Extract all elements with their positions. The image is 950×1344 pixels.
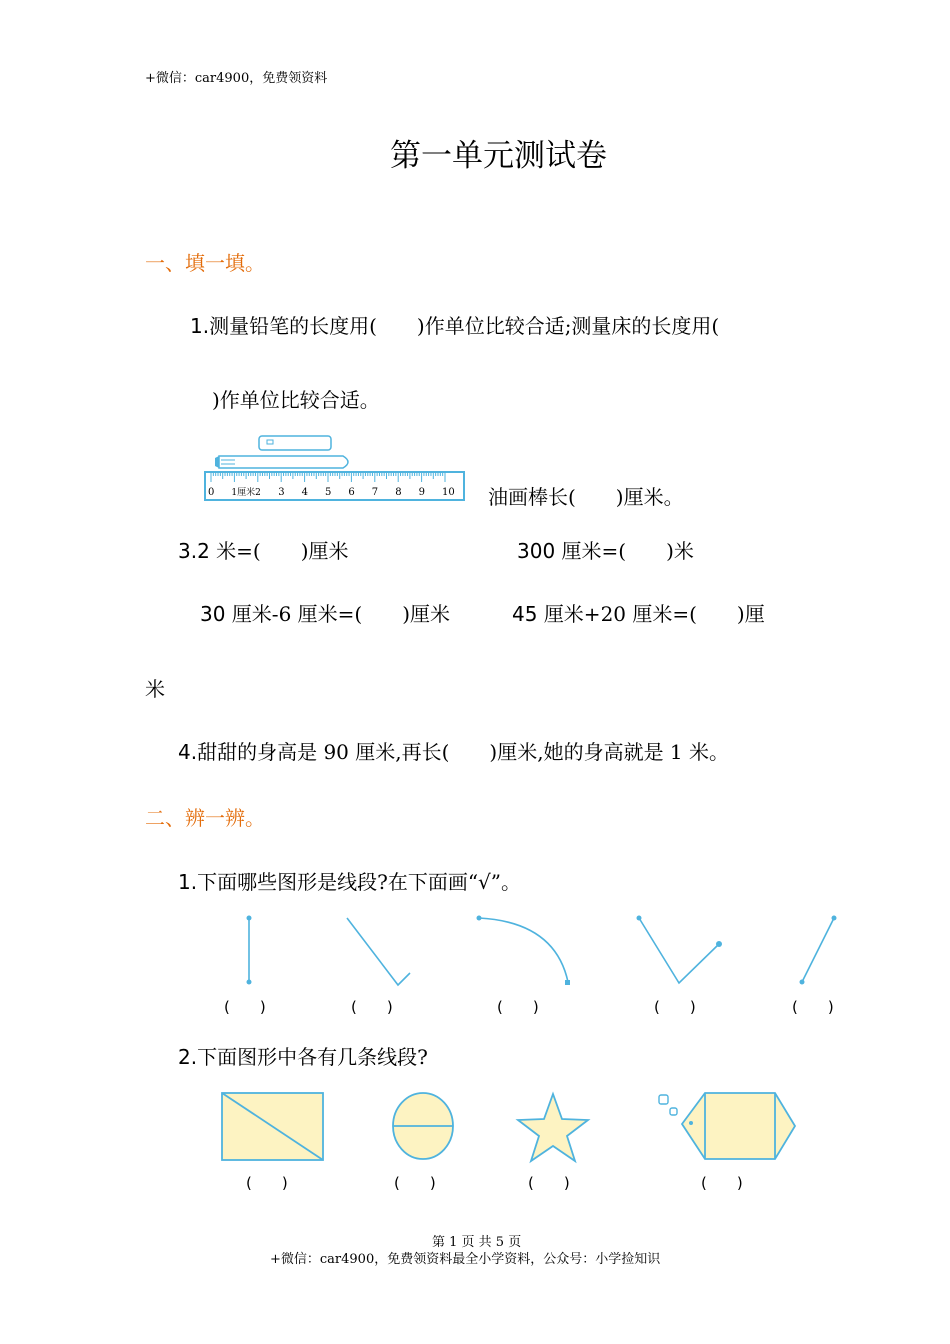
question-number: 1. <box>190 314 210 338</box>
ruler-label: 1厘米2 <box>231 488 261 498</box>
question-1-4: 4.甜甜的身高是 90 厘米,再长( )厘米,她的身高就是 1 米。 <box>178 740 730 764</box>
answer-paren[interactable]: ( ) <box>701 1174 743 1192</box>
answer-paren[interactable]: ( ) <box>246 1174 288 1192</box>
question-2-2: 2.下面图形中各有几条线段? <box>178 1045 428 1069</box>
answer-paren[interactable]: ( ) <box>394 1174 436 1192</box>
answer-paren[interactable]: ( ) <box>654 998 696 1016</box>
ruler-label: 4 <box>301 487 308 498</box>
question-1-3b: 300 厘米=( )米 <box>517 539 694 563</box>
question-2-1: 1.下面哪些图形是线段?在下面画“√”。 <box>178 870 522 894</box>
ruler-label: 10 <box>442 487 455 498</box>
answer-paren[interactable]: ( ) <box>792 998 834 1016</box>
section-2-heading: 二、辨一辨。 <box>145 806 265 830</box>
ruler-label: 0 <box>208 487 215 498</box>
question-1-3a: 3.2 米=( )厘米 <box>178 539 349 563</box>
page-title: 第一单元测试卷 <box>390 138 607 174</box>
question-1-3c: 30 厘米-6 厘米=( )厘米 <box>200 602 451 626</box>
bubble <box>659 1095 668 1104</box>
ruler-label: 3 <box>278 487 285 498</box>
section-1-heading: 一、填一填。 <box>145 251 265 275</box>
answer-paren[interactable]: ( ) <box>528 1174 570 1192</box>
answer-paren[interactable]: ( ) <box>497 998 539 1016</box>
question-1-3d: 45 厘米+20 厘米=( )厘 <box>512 602 765 626</box>
fish-shape <box>682 1093 795 1159</box>
footer-watermark: +微信：car4900，免费领资料最全小学资料，公众号：小学捡知识 <box>270 1252 661 1267</box>
ruler-label: 5 <box>325 487 332 498</box>
question-1-1-line2: )作单位比较合适。 <box>212 388 380 412</box>
answer-paren[interactable]: ( ) <box>351 998 393 1016</box>
question-1-3d-continued: 米 <box>145 677 165 701</box>
ruler-label: 8 <box>395 487 402 498</box>
question-text: 测量铅笔的长度用( )作单位比较合适;测量床的长度用( <box>209 314 720 338</box>
page-number: 第 1 页 共 5 页 <box>432 1235 522 1250</box>
ruler-label: 9 <box>418 487 425 498</box>
ruler-label: 7 <box>371 487 379 498</box>
answer-paren[interactable]: ( ) <box>224 998 266 1016</box>
bubble <box>670 1108 677 1115</box>
question-1-2: 油画棒长( )厘米。 <box>488 485 684 509</box>
header-watermark: +微信：car4900，免费领资料 <box>145 71 328 86</box>
ruler-label: 6 <box>348 487 355 498</box>
star-shape <box>518 1094 588 1161</box>
